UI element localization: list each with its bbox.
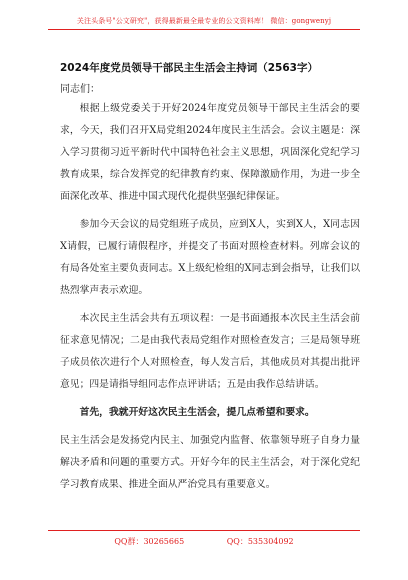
header-divider <box>48 29 360 30</box>
footer-contacts <box>0 536 408 547</box>
salutation: 同志们： <box>60 84 100 95</box>
header-note: 关注头条号"公文研究"，获得最新最全最专业的公文资料库！ 微信：gongwenyj <box>76 17 332 25</box>
qq-group-number: QQ群：30265665 <box>114 537 185 546</box>
emphasis-paragraph: 首先，我就开好这次民主生活会，提几点希望和要求。 <box>79 407 315 418</box>
document-body <box>60 98 360 502</box>
qq-number: QQ：535304092 <box>226 537 294 546</box>
document-title: 2024年度党员领导干部民主生活会主持词（2563字） <box>60 62 318 74</box>
paragraph: 民主生活会是发扬党内民主、加强党内监督、依靠领导班子自身力量解决矛盾和问题的重要方式。开好今年的民主生活会，对于深化党纪学习教育成果、推进全面从严治党具有重要意义。 <box>60 435 360 490</box>
paragraph: 根据上级党委关于开好2024年度党员领导干部民主生活会的要求，今天，我们召开X局党组2024年度民主生活会。会议主题是：深入学习贯彻习近平新时代中国特色社会主义思想，巩固深化党纪学习教育成果，综合发挥党的纪律教育约束、保障激励作用，为进一步全面深化改革、推进中国式现代化提供坚强纪律保证。 <box>60 103 360 202</box>
paragraph: 参加今天会议的局党组班子成员，应到X人，实到X人，X同志因X请假，已履行请假程序，并提交了书面对照检查材料。列席会议的有局各处室主要负责同志。X上级纪检组的X同志到会指导，让我们以热烈掌声表示欢迎。 <box>60 219 360 296</box>
footer-divider <box>48 530 360 531</box>
paragraph: 本次民主生活会共有五项议程：一是书面通报本次民主生活会前征求意见情况；二是由我代表局党组作对照检查发言；三是局领导班子成员依次进行个人对照检查，每人发言后，其他成员对其提出批评意见；四是请指导组同志作点评讲话；五是由我作总结讲话。 <box>60 313 360 390</box>
